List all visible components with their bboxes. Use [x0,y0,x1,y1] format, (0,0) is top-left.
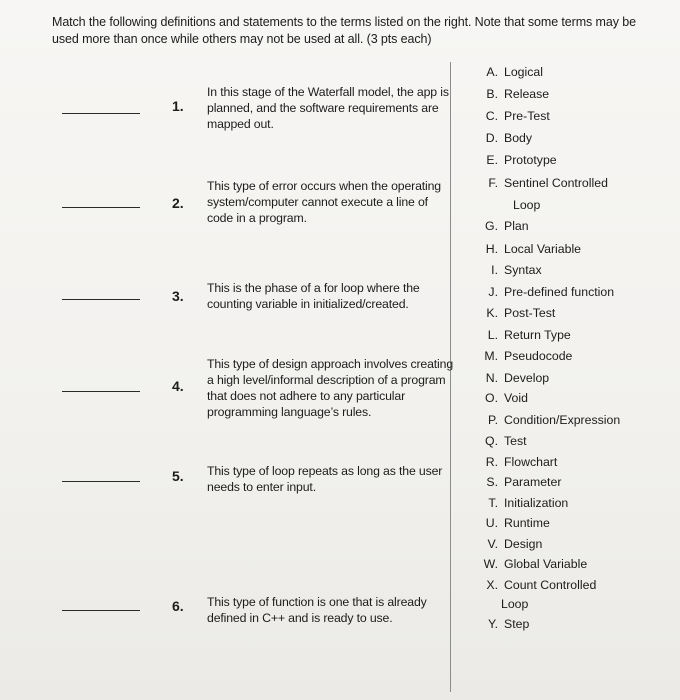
term-item: P. Condition/Expression [487,413,621,427]
term-item: O. Void [485,391,528,405]
question-text: This type of design approach involves creating a high level/informal description of a program that does not adhere to any particular programming language’s rules. [207,357,454,419]
term-item: W. Global Variable [483,557,588,571]
answer-blank[interactable] [62,610,140,611]
question-number: 4. [172,378,184,394]
term-item: U. Runtime [485,516,550,530]
question-number: 3. [172,288,184,304]
term-item: E. Prototype [486,153,557,167]
answer-blank[interactable] [62,391,140,392]
term-item: R. Flowchart [485,455,558,469]
term-item: B. Release [486,87,550,101]
term-item-continuation: Loop [501,597,529,611]
question-text: In this stage of the Waterfall model, the app is planned, and the software requirements are mapped out. [207,85,449,131]
term-item: M. Pseudocode [484,349,573,363]
question-number: 2. [172,195,184,211]
answer-blank[interactable] [62,207,140,208]
instructions-text: Match the following definitions and statements to the terms listed on the right. Note that some terms may be used more than once while others may not be used at all. (3 pts each) [52,15,636,46]
term-item: J. Pre-defined function [488,285,615,299]
term-item: K. Post-Test [486,306,556,320]
term-item-continuation: Loop [513,198,541,212]
term-item: H. Local Variable [485,242,582,256]
term-item: G. Plan [485,219,529,233]
question-number: 5. [172,468,184,484]
answer-blank[interactable] [62,299,140,300]
term-item: V. Design [487,537,543,551]
question-text: This type of error occurs when the operating system/computer cannot execute a line of code in a program. [207,179,441,225]
term-item: T. Initialization [488,496,569,510]
term-item: X. Count Controlled [486,578,597,592]
question-number: 1. [172,98,184,114]
answer-blank[interactable] [62,481,140,482]
term-item: L. Return Type [487,328,571,342]
term-item: A. Logical [486,65,543,79]
question-text: This is the phase of a for loop where the counting variable in initialized/created. [207,281,420,311]
answer-blank[interactable] [62,113,140,114]
question-text: This type of function is one that is already defined in C++ and is ready to use. [207,595,427,625]
term-item: C. Pre-Test [485,109,550,123]
term-item: S. Parameter [486,475,562,489]
term-item: F. Sentinel Controlled [488,176,608,190]
term-item: I. Syntax [491,263,542,277]
term-item: D. Body [485,131,533,145]
question-text: This type of loop repeats as long as the user needs to enter input. [207,464,443,494]
term-item: Y. Step [487,617,530,631]
question-number: 6. [172,598,184,614]
term-item: Q. Test [485,434,527,448]
term-item: N. Develop [485,371,550,385]
